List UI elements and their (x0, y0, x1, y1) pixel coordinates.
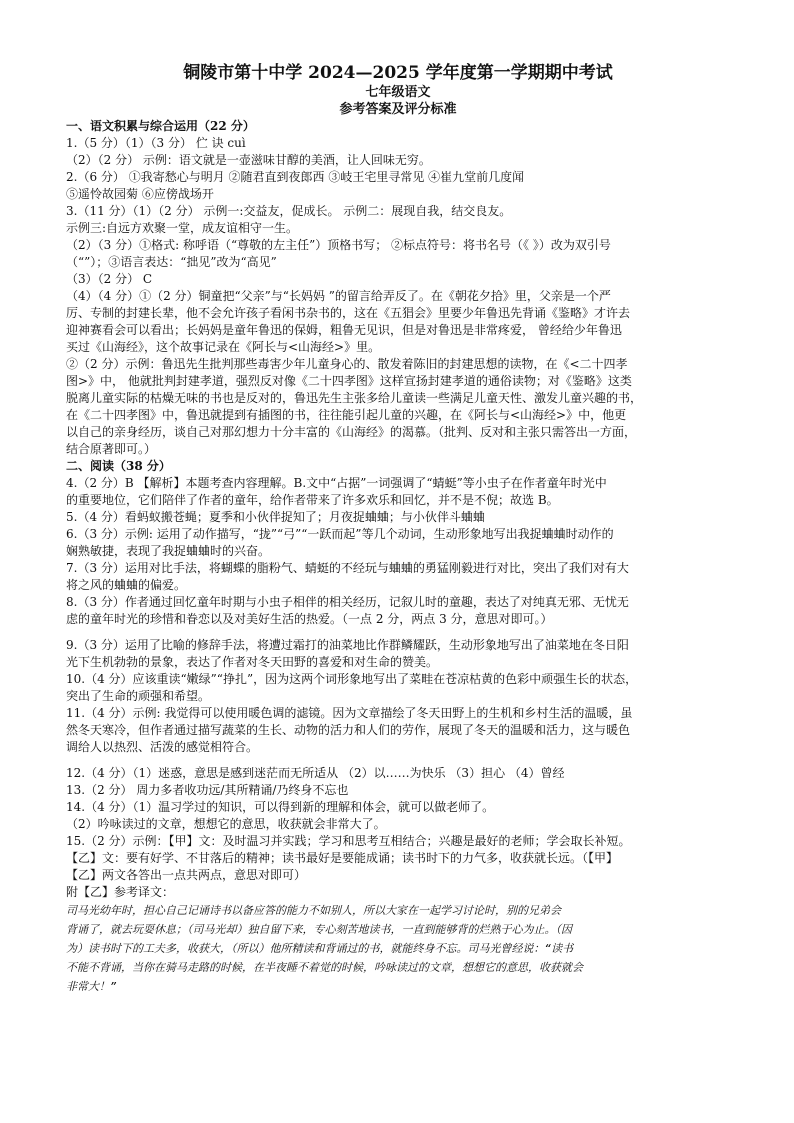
reference-translation (66, 901, 730, 996)
section-heading-2: 二、阅读（38 分） (66, 459, 171, 473)
answer-line: 将之风的蛐蛐的偏爱。 (66, 578, 187, 592)
reading-answers-part-3 (66, 765, 730, 901)
answer-line: 结合原著即可。） (66, 442, 157, 456)
answer-line: 附【乙】参考译文： (66, 885, 175, 899)
answer-line: （3）（2 分） C (66, 272, 153, 286)
answer-line: 光下生机勃勃的景象，表达了作者对冬天田野的喜爱和对生命的赞美。 (66, 655, 439, 669)
answer-line: 的重要地位，它们陪伴了作者的童年，给作者带来了许多欢乐和回忆，并不是不倪；故选 B。 (66, 493, 559, 507)
answer-line: 【乙】两文各答出一点共两点，意思对即可） (66, 868, 307, 882)
answer-line: 迎神赛看会可以看出；长妈妈是童年鲁迅的保姆，粗鲁无见识，但是对鲁迅是非常疼爱， 曾经给少年鲁迅 (66, 323, 622, 337)
answer-line: 脱离儿童实际的枯燥无味的书也是反对的，鲁迅先生主张多给儿童读一些满足儿童天性、激发儿童兴趣的书， (66, 391, 643, 405)
reading-answers-part-2 (66, 637, 730, 756)
answer-line: 买过《山海经》，这个故事记录在《阿长与<山海经>》里。 (66, 340, 381, 354)
answer-line: 1.（5 分）（1）（3 分） 伫 诀 cuì (66, 136, 246, 150)
answer-line: 14.（4 分）（1）温习学过的知识，可以得到新的理解和体会，就可以做老师了。 (66, 800, 495, 814)
answer-line: 4.（2 分）B 【解析】本题考查内容理解。B.文中“占据”一词强调了“蜻蜓”等小虫子在作者童年时光中 (66, 476, 607, 490)
section-heading-1: 一、语文积累与综合运用（22 分） (66, 119, 255, 133)
answer-line: （2）吟咏读过的文章，想想它的意思，收获就会非常大了。 (66, 817, 386, 831)
answer-line: ②（2 分）示例：鲁迅先生批判那些毒害少年儿童身心的、散发着陈旧的封建思想的读物，在《<二十四孝 (66, 357, 628, 371)
answer-line: 【乙】文：要有好学、不甘落后的精神；读书最好是要能成诵；读书时下的力气多，收获就长远。（【甲】 (66, 851, 619, 865)
answer-line: 2.（6 分） ①我寄愁心与明月 ②随君直到夜郎西 ③岐王宅里寻常见 ④崔九堂前几度闻 (66, 170, 525, 184)
answer-line: （4）（4 分）①（2 分）铜童把“父亲”与“长妈妈 ”的留言给弄反了。在《朝花夕拾》里，父亲是一个严 (66, 289, 611, 303)
answer-line: 11.（4 分）示例: 我觉得可以使用暖色调的滤镜。因为文章描绘了冬天田野上的生机和乡村生活的温暖，虽 (66, 706, 633, 720)
answer-line: 15.（2 分）示例：【甲】文：及时温习并实践；学习和思考互相结合；兴趣是最好的老师；学会取长补短。 (66, 834, 631, 848)
subject-line: 七年级语文 (365, 85, 431, 100)
answer-line: 8.（3 分）作者通过回忆童年时期与小虫子相伴的相关经历，记叙儿时的童趣，表达了对纯真无邪、无忧无 (66, 595, 629, 609)
document-subtitle: 参考答案及评分标准 (339, 102, 457, 117)
answer-line: 5.（4 分）看蚂蚁搬苍蝇；夏季和小伙伴捉知了；月夜捉蛐蛐；与小伙伴斗蛐蛐 (66, 510, 485, 524)
answer-line: 9.（3 分）运用了比喻的修辞手法，将遭过霜打的油菜地比作群鳞耀跃，生动形象地写出了油菜地在冬日阳 (66, 638, 629, 652)
answer-line: 7.（3 分）运用对比手法，将蝴蝶的脂粉气、蜻蜓的不经玩与蛐蛐的勇猛刚毅进行对比，突出了我们对有大 (66, 561, 629, 575)
answer-line: 以自己的亲身经历，谈自己对那幻想力十分丰富的《山海经》的渴慕。（批判、反对和主张只需答出一方面， (66, 425, 637, 439)
answer-line: 在《二十四孝图》中，鲁迅就提到有插图的书，往往能引起儿童的兴趣，在《阿长与<山海经>》中，他更 (66, 408, 627, 422)
translation-line: 不能不背诵，当你在骑马走路的时候，在半夜睡不着觉的时候，吟咏读过的文章，想想它的意思，收获就会 (66, 961, 583, 974)
answer-line: （“”）；③语言表达：“拙见”改为“高见” (66, 255, 277, 269)
answer-line: 12.（4 分）（1）迷惑，意思是感到迷茫而无所适从 （2）以……为快乐 （3）担心 （4）曾经 (66, 766, 565, 780)
answer-line: 13.（2 分） 周力多者收功远/其所精诵/乃终身不忘也 (66, 783, 349, 797)
answer-line: 然冬天寒冷，但作者通过描写蔬菜的生长、动物的活力和人们的劳作，展现了冬天的温暖和活力，这与暖色 (66, 723, 631, 737)
answer-line: （2）（2 分） 示例：语文就是一壶滋味甘醇的美酒，让人回味无穷。 (66, 153, 431, 167)
answer-line: ⑤遥怜故园菊 ⑥应傍战场开 (66, 187, 214, 201)
answer-line: 图>》中， 他就批判封建孝道，强烈反对像《二十四孝图》这样宣扬封建孝道的通俗读物；对《鉴略》这类 (66, 374, 632, 388)
document-title: 铜陵市第十中学 2024—2025 学年度第一学期期中考试 (183, 63, 613, 83)
spacer (66, 628, 730, 637)
answer-line: 示例三:自远方欢聚一堂，成友谊相守一生。 (66, 221, 299, 235)
translation-line: 背诵了，就去玩耍休息；（司马光却）独自留下来，专心刻苦地读书，一直到能够背的烂熟于心为止。（因 (66, 923, 572, 936)
translation-line: 为）读书时下的工夫多，收获大，（所以）他所精读和背诵过的书，就能终身不忘。司马光曾经说：“读书 (66, 942, 574, 955)
answer-line: 厉、专制的封建长辈，他不会允许孩子看闲书杂书的，这在《五猖会》里要少年鲁迅先背诵《鉴略》才许去 (66, 306, 631, 320)
answer-line: （2）（3 分）①格式: 称呼语（“尊敬的左主任”）顶格书写； ②标点符号：将书名号（《 》）改为双引号 (66, 238, 611, 252)
reading-answers-part-1 (66, 475, 730, 628)
answer-line: 调给人以热烈、活泼的感觉相符合。 (66, 740, 259, 754)
answer-line: 6.（3 分）示例: 运用了动作描写，“拢”“弓”“一跃而起”等几个动词，生动形象地写出我捉蛐蛐时动作的 (66, 527, 614, 541)
spacer (66, 756, 730, 765)
answer-line: 突出了生命的顽强和希望。 (66, 689, 211, 703)
section-1-answers (66, 135, 730, 458)
translation-line: 司马光幼年时，担心自己记诵诗书以备应答的能力不如别人，所以大家在一起学习讨论时，别的兄弟会 (66, 904, 561, 917)
answer-line: 娴熟敏捷，表现了我捉蛐蛐时的兴奋。 (66, 544, 271, 558)
answer-key-page (66, 62, 730, 996)
answer-line: 虑的童年时光的珍惜和眷恋以及对美好生活的热爱。（一点 2 分，两点 3 分，意思对即可。） (66, 612, 553, 626)
answer-line: 10.（4 分）应该重读“嫩绿”“挣扎”，因为这两个词形象地写出了菜畦在苍凉枯黄的色彩中顽强生长的状态， (66, 672, 638, 686)
translation-line: 非常大！” (66, 980, 117, 993)
answer-line: 3.（11 分）（1）（2 分） 示例一:交益友，促成长。 示例二：展现自我，结交良友。 (66, 204, 512, 218)
